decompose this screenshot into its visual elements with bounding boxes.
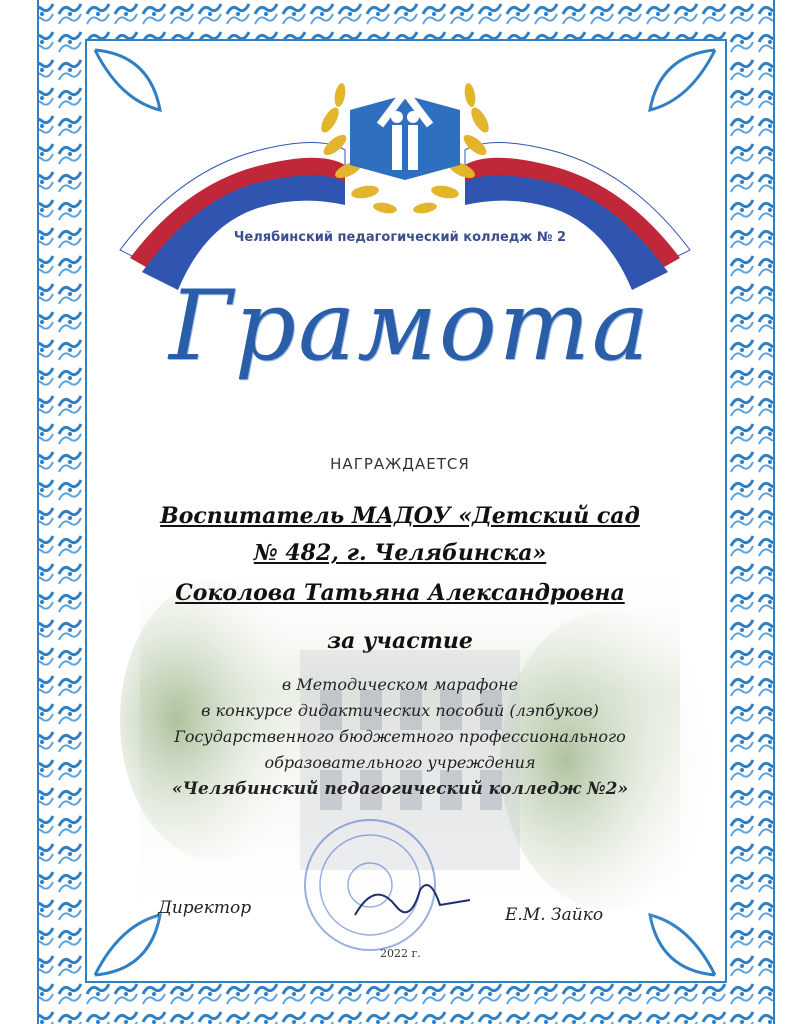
awarded-label: НАГРАЖДАЕТСЯ [330, 455, 470, 473]
description-line: в Методическом марафоне [281, 675, 519, 694]
college-name: Челябинский педагогический колледж № 2 [233, 230, 567, 245]
signature-role: Директор [158, 898, 252, 918]
award-reason: за участие [327, 628, 473, 654]
description-institution: «Челябинский педагогический колледж №2» [171, 779, 629, 799]
description-line: Государственного бюджетного профессионального [174, 727, 626, 746]
issue-year: 2022 г. [380, 947, 421, 960]
certificate-title: Грамота [169, 270, 651, 382]
college-emblem-icon [350, 92, 460, 180]
signature-name: Е.М. Зайко [505, 905, 604, 925]
description-line: образовательного учреждения [264, 753, 536, 772]
recipient-organization: № 482, г. Челябинска» [253, 540, 547, 566]
recipient-position: Воспитатель МАДОУ «Детский сад [160, 503, 640, 529]
recipient-name: Соколова Татьяна Александровна [175, 580, 625, 606]
description-line: в конкурсе дидактических пособий (лэпбуков) [201, 701, 599, 720]
